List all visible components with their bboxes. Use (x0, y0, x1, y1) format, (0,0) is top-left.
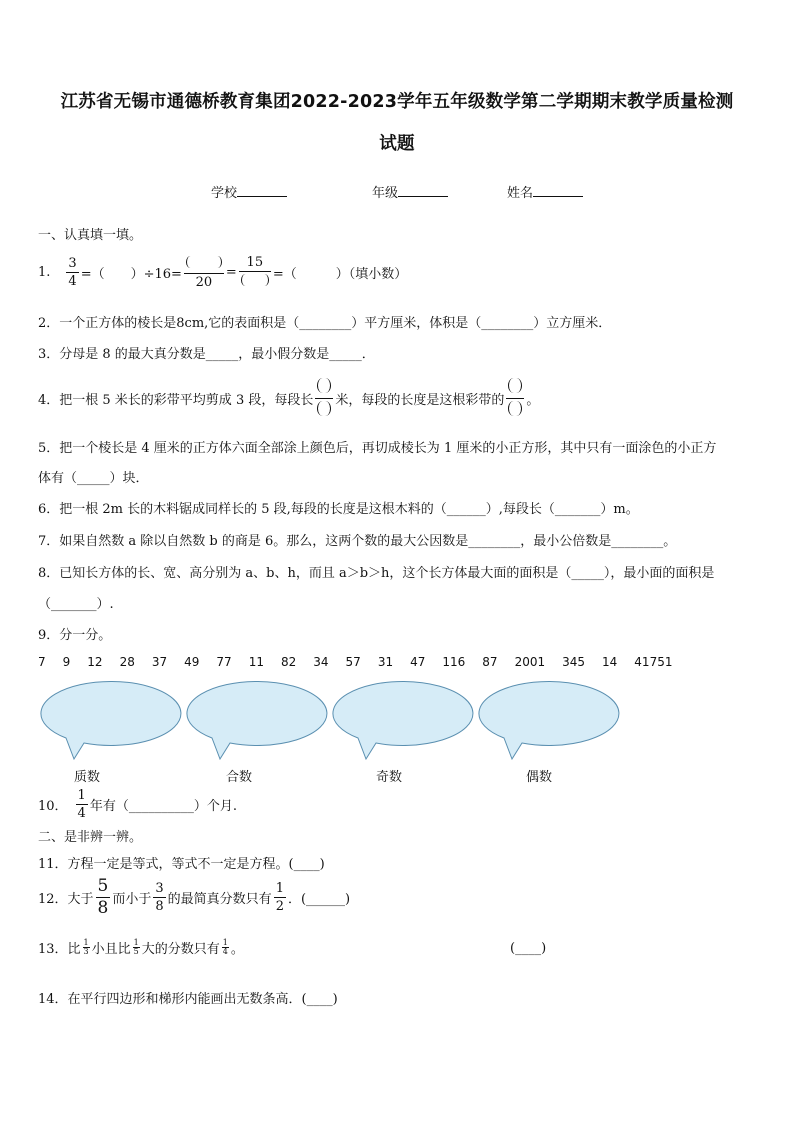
numerator: 3 (68, 255, 77, 271)
denominator-blank (506, 401, 524, 419)
question-1-number: 1. (38, 264, 51, 280)
numerator: 1 (275, 880, 284, 896)
numerator-blank (506, 378, 524, 396)
bubble-composite (187, 681, 327, 759)
question-12 (38, 877, 350, 917)
numerator: 15 (246, 254, 264, 270)
question-13-text-b: 小且比 (91, 941, 131, 957)
question-1-text-a: =（ ）÷16= (80, 266, 182, 282)
question-2: 2．一个正方体的棱长是8cm,它的表面积是（________）平方厘米，体积是（________）立方厘米． (38, 316, 612, 331)
fraction-bar (239, 271, 271, 272)
speech-bubble (479, 681, 619, 759)
number-item: 345 (562, 655, 586, 669)
question-4-text-a: 4．把一根 5 米长的彩带平均剪成 3 段，每段长 (38, 392, 314, 408)
label-prime: 质数 (74, 770, 101, 785)
school-blank (237, 185, 287, 197)
denominator: 4 (77, 805, 86, 821)
label-even: 偶数 (526, 770, 553, 785)
number-item: 87 (482, 655, 498, 669)
number-item: 417 (634, 655, 658, 669)
denominator: 4 (68, 273, 77, 289)
fraction-bar (315, 398, 333, 399)
question-13-answer-blank: (____) (510, 941, 547, 956)
question-14: 14．在平行四边形和梯形内能画出无数条高．(____) (38, 992, 338, 1007)
question-13-text-d: 。 (230, 941, 244, 957)
question-4-text-b: 米，每段的长度是这根彩带的 (335, 392, 505, 408)
fraction-3-4 (66, 257, 78, 288)
question-12-text-c: 的最简真分数只有 (167, 891, 272, 907)
fraction-blank (506, 378, 524, 419)
numerator: 3 (155, 880, 164, 896)
question-12-text-b: 而小于 (112, 891, 152, 907)
denominator: 4 (222, 946, 228, 956)
question-1-text-b: = (225, 264, 237, 280)
bubble-prime (41, 681, 181, 759)
question-1-text-c: =（ ）（填小数） (272, 266, 408, 282)
number-item: 9 (62, 655, 71, 669)
numerator: 1 (222, 937, 228, 947)
question-4-text-c: 。 (526, 392, 540, 408)
denominator-blank (239, 274, 271, 289)
question-12-text-a: 12．大于 (38, 891, 94, 907)
fraction-5-8 (96, 875, 111, 918)
number-item: 7 (38, 655, 46, 669)
question-3: 3．分母是 8 的最大真分数是_____，最小假分数是_____． (38, 347, 375, 362)
numerator: 1 (77, 787, 86, 803)
grade-blank (398, 185, 448, 197)
number-item: 57 (345, 655, 361, 669)
number-item: 37 (151, 655, 168, 669)
denominator: 5 (133, 946, 139, 956)
numerator: 1 (133, 937, 139, 947)
denominator: 8 (155, 898, 164, 914)
grade-label: 年级 (372, 186, 399, 201)
speech-bubble (41, 681, 181, 759)
numerator: 5 (97, 875, 109, 896)
speech-bubble (187, 681, 327, 759)
grade-field (372, 182, 448, 201)
fraction-15-blank (239, 256, 271, 289)
question-1 (38, 252, 407, 292)
question-6: 6．把一根 2m 长的木料锯成同样长的 5 段,每段的长度是这根木料的（______）,每段长（_______）m。 (38, 502, 639, 517)
label-composite: 合数 (226, 770, 253, 785)
fraction-1-3 (83, 939, 90, 956)
number-item: 2001 (514, 655, 546, 669)
denominator-blank (315, 401, 333, 419)
question-10-number: 10． (38, 798, 68, 814)
fraction-blank-20 (184, 256, 224, 289)
numerator-blank (315, 378, 333, 396)
question-12-text-d: ．(______) (287, 891, 351, 907)
question-4 (38, 376, 539, 420)
name-label: 姓名 (507, 186, 534, 201)
section-1-heading: 一、认真填一填。 (38, 228, 143, 243)
denominator: 3 (83, 946, 89, 956)
question-7: 7．如果自然数 a 除以自然数 b 的商是 6。那么，这两个数的最大公因数是________，最小公倍数是________。 (38, 534, 677, 549)
number-item: 116 (442, 655, 466, 669)
speech-bubble (333, 681, 473, 759)
denominator: 8 (97, 897, 109, 918)
number-item: 51 (657, 655, 673, 669)
number-item: 49 (184, 655, 200, 669)
number-item: 82 (280, 655, 297, 669)
number-item: 12 (87, 655, 103, 669)
question-5-line2: 体有（_____）块． (38, 471, 149, 486)
name-field (507, 182, 583, 201)
fraction-bar (506, 398, 524, 399)
fraction-bar (153, 897, 165, 898)
page-title-line2: 试题 (379, 134, 415, 154)
question-9: 9．分一分。 (38, 628, 112, 643)
bubble-even (479, 681, 619, 759)
number-item: 11 (248, 655, 264, 669)
fraction-blank (315, 378, 333, 419)
number-item: 14 (602, 655, 618, 669)
section-2-heading: 二、是非辨一辨。 (38, 830, 143, 845)
numerator-blank (184, 256, 224, 271)
fraction-1-4 (222, 939, 229, 956)
fraction-bar (274, 897, 286, 898)
question-8-line1: 8．已知长方体的长、宽、高分别为 a、b、h，而且 a＞b＞h，这个长方体最大面的面积是（_____），最小面的面积是 (38, 566, 715, 581)
fraction-1-4 (76, 789, 88, 820)
question-13-text-c: 大的分数只有 (141, 941, 220, 957)
denominator: 20 (195, 274, 213, 290)
fraction-bar (76, 804, 88, 805)
question-10-text: 年有（__________）个月. (89, 798, 237, 814)
question-10 (38, 785, 237, 823)
number-item: 28 (119, 655, 135, 669)
school-label: 学校 (211, 186, 238, 201)
page-title: 江苏省无锡市通德桥教育集团2022-2023学年五年级数学第二学期期末教学质量检测 (60, 92, 734, 112)
classification-bubbles (30, 676, 620, 760)
question-13 (38, 935, 244, 959)
fraction-1-5 (133, 939, 140, 956)
number-item: 34 (313, 655, 329, 669)
question-5-line1: 5．把一个棱长是 4 厘米的正方体六面全部涂上颜色后，再切成棱长为 1 厘米的小正方形，其中只有一面涂色的小正方 (38, 441, 717, 456)
number-list (38, 655, 672, 669)
fraction-3-8 (153, 882, 165, 913)
school-field (211, 182, 287, 201)
fraction-bar (66, 272, 78, 273)
denominator: 2 (275, 898, 284, 914)
label-odd: 奇数 (376, 770, 403, 785)
fraction-bar (184, 273, 224, 274)
number-item: 77 (216, 655, 232, 669)
question-13-text-a: 13．比 (38, 941, 81, 957)
bubble-odd (333, 681, 473, 759)
number-item: 47 (410, 655, 426, 669)
question-11: 11．方程一定是等式，等式不一定是方程。(____) (38, 857, 325, 872)
fraction-1-2 (274, 882, 286, 913)
numerator: 1 (83, 937, 89, 947)
question-8-line2: （_______）. (38, 597, 114, 612)
number-item: 31 (377, 655, 394, 669)
name-blank (533, 185, 583, 197)
